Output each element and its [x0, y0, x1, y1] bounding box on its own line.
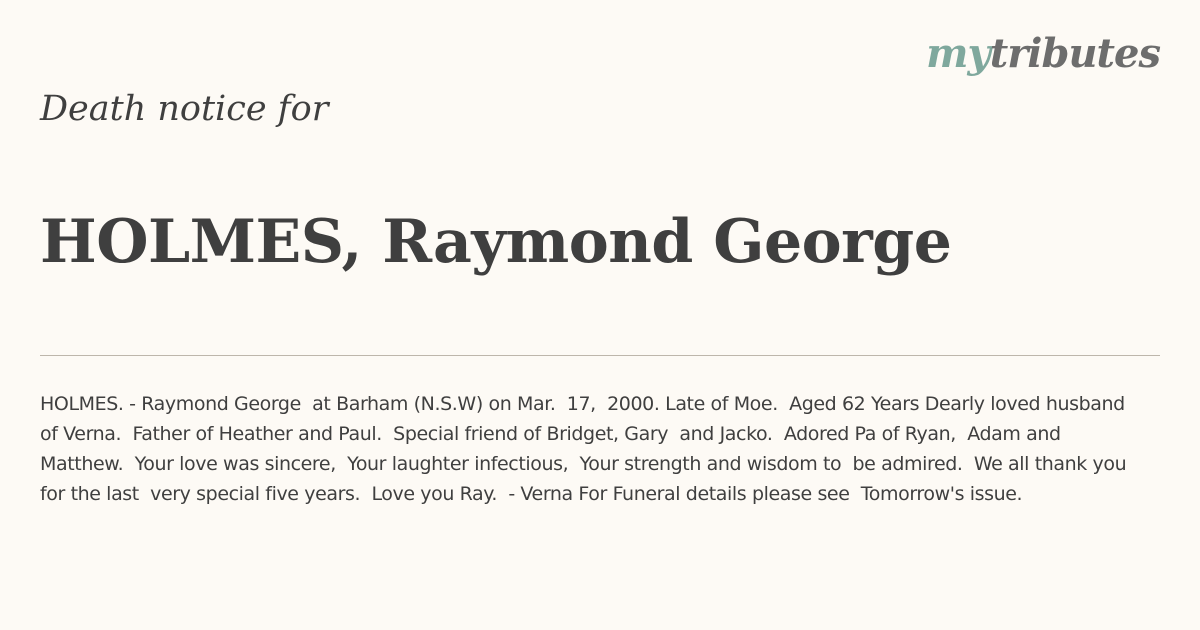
notice-body-text: HOLMES. - Raymond George at Barham (N.S.W) on Mar. 17, 2000. Late of Moe. Aged 62 Years Dearly loved husband of Verna. Father of Heather and Paul. Special friend of Bridget, Gary and Jacko. Adored Pa of Ryan, Adam and Matthew. Your love was sincere, Your laughter infectious, Your strength and wisdom to be admired. We all thank you for the last very special five years. Love you Ray. - Verna For Funeral details please see Tomorrow's issue.	[40, 393, 1132, 505]
deceased-name: HOLMES, Raymond George	[40, 207, 952, 277]
mytributes-logo[interactable]	[926, 30, 1160, 77]
logo-my-text: my	[926, 30, 990, 77]
notice-type-label: Death notice for	[40, 89, 329, 129]
logo-tributes-text: tributes	[989, 30, 1160, 77]
divider	[40, 355, 1160, 356]
